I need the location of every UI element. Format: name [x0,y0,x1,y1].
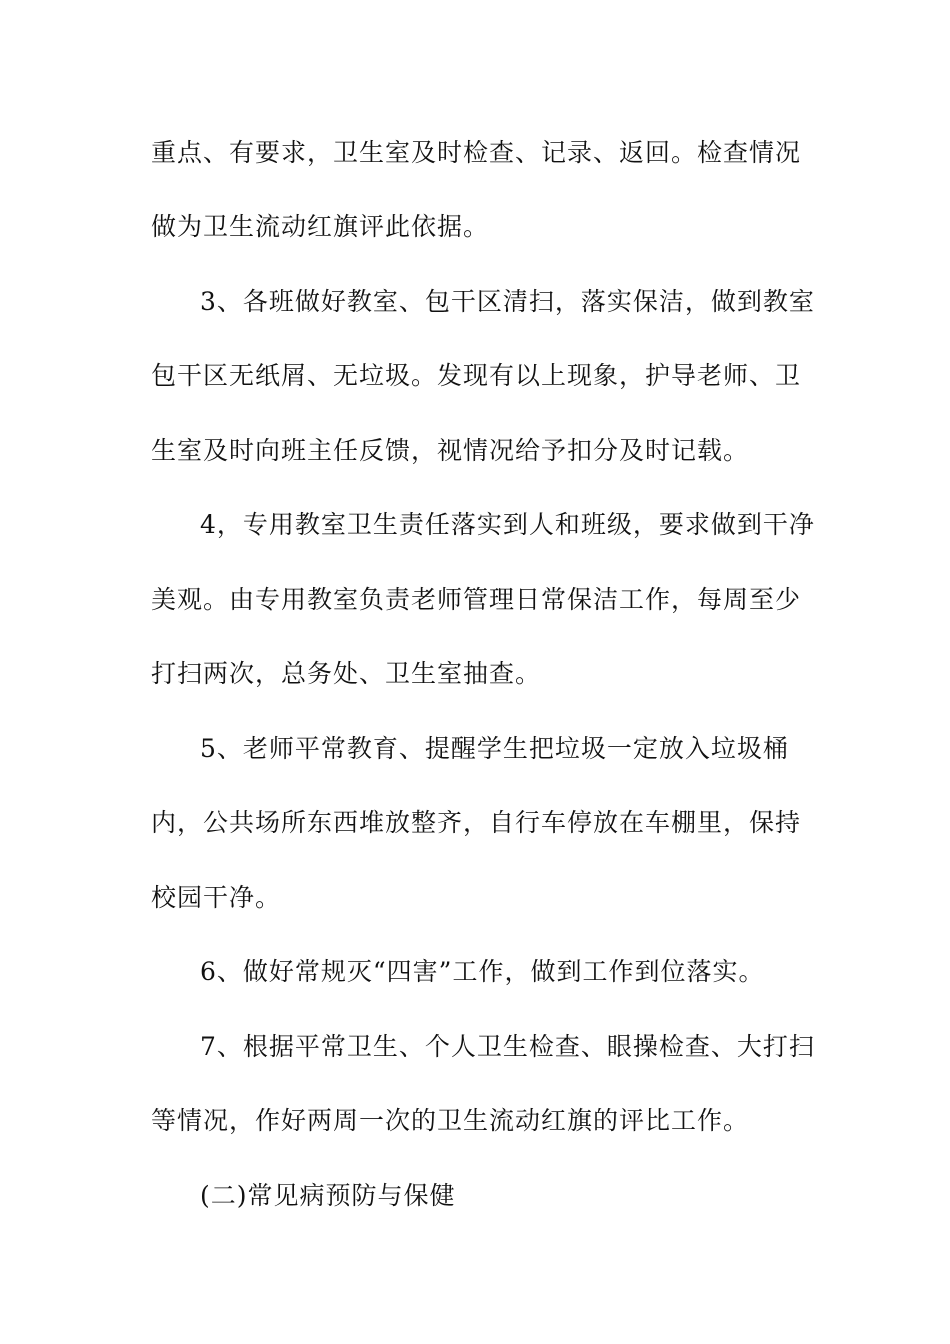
paragraph-line: 做为卫生流动红旗评此依据。 [151,212,490,241]
section-heading: (二)常见病预防与保健 [200,1181,456,1210]
paragraph-line-item-5: 5、老师平常教育、提醒学生把垃圾一定放入垃圾桶 [200,734,789,763]
paragraph-line: 校园干净。 [151,883,282,912]
paragraph-line-item-4: 4，专用教室卫生责任落实到人和班级，要求做到干净 [200,510,815,539]
paragraph-line: 打扫两次，总务处、卫生室抽查。 [151,659,542,688]
paragraph-line: 等情况，作好两周一次的卫生流动红旗的评比工作。 [151,1106,750,1135]
paragraph-line: 美观。由专用教室负责老师管理日常保洁工作，每周至少 [151,585,802,614]
paragraph-line: 内，公共场所东西堆放整齐，自行车停放在车棚里，保持 [151,808,802,837]
paragraph-line: 重点、有要求，卫生室及时检查、记录、返回。检查情况 [151,138,802,167]
paragraph-line-item-7: 7、根据平常卫生、个人卫生检查、眼操检查、大打扫 [200,1032,815,1061]
paragraph-line: 生室及时向班主任反馈，视情况给予扣分及时记载。 [151,436,750,465]
paragraph-line: 包干区无纸屑、无垃圾。发现有以上现象，护导老师、卫 [151,361,802,390]
paragraph-line-item-3: 3、各班做好教室、包干区清扫，落实保洁，做到教室 [200,287,815,316]
paragraph-line-item-6: 6、做好常规灭“四害”工作，做到工作到位落实。 [200,957,765,986]
